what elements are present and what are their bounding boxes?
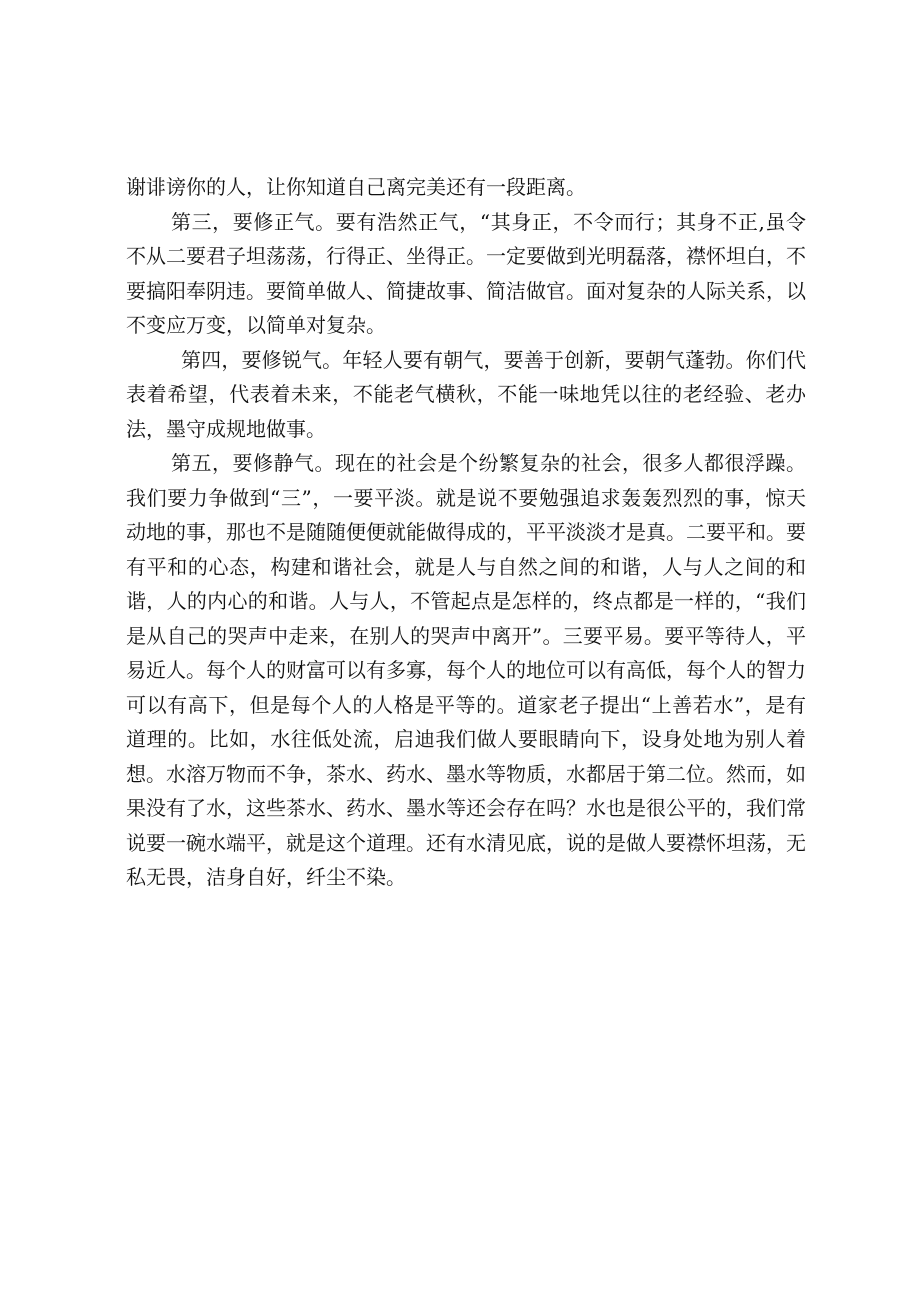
paragraph-fourth-point: 第四，要修锐气。年轻人要有朝气，要善于创新，要朝气蓬勃。你们代表着希望，代表着未来，不能老气横秋，不能一味地凭以往的老经验、老办法，墨守成规地做事。 bbox=[126, 347, 806, 441]
document-body bbox=[126, 170, 806, 895]
paragraph-continuation: 谢诽谤你的人，让你知道自己离完美还有一段距离。 bbox=[126, 175, 586, 199]
paragraph-fifth-point: 第五，要修静气。现在的社会是个纷繁复杂的社会，很多人都很浮躁。我们要力争做到“三”，一要平淡。就是说不要勉强追求轰轰烈烈的事，惊天动地的事，那也不是随随便便就能做得成的，平平淡淡才是真。二要平和。要有平和的心态，构建和谐社会，就是人与自然之间的和谐，人与人之间的和谐，人的内心的和谐。人与人，不管起点是怎样的，终点都是一样的，“我们是从自己的哭声中走来，在别人的哭声中离开”。三要平易。要平等待人，平易近人。每个人的财富可以有多寡，每个人的地位可以有高低，每个人的智力可以有高下，但是每个人的人格是平等的。道家老子提出“上善若水”，是有道理的。比如，水往低处流，启迪我们做人要眼睛向下，设身处地为别人着想。水溶万物而不争，茶水、药水、墨水等物质，水都居于第二位。然而，如果没有了水，这些茶水、药水、墨水等还会存在吗？水也是很公平的，我们常说要一碗水端平，就是这个道理。还有水清见底，说的是做人要襟怀坦荡，无私无畏，洁身自好，纤尘不染。 bbox=[126, 451, 806, 889]
paragraph-third-point: 第三，要修正气。要有浩然正气，“其身正，不令而行；其身不正,虽令不从二要君子坦荡荡，行得正、坐得正。一定要做到光明磊落，襟怀坦白，不要搞阳奉阴违。要简单做人、简捷故事、简洁做官。面对复杂的人际关系，以不变应万变，以简单对复杂。 bbox=[126, 209, 806, 337]
